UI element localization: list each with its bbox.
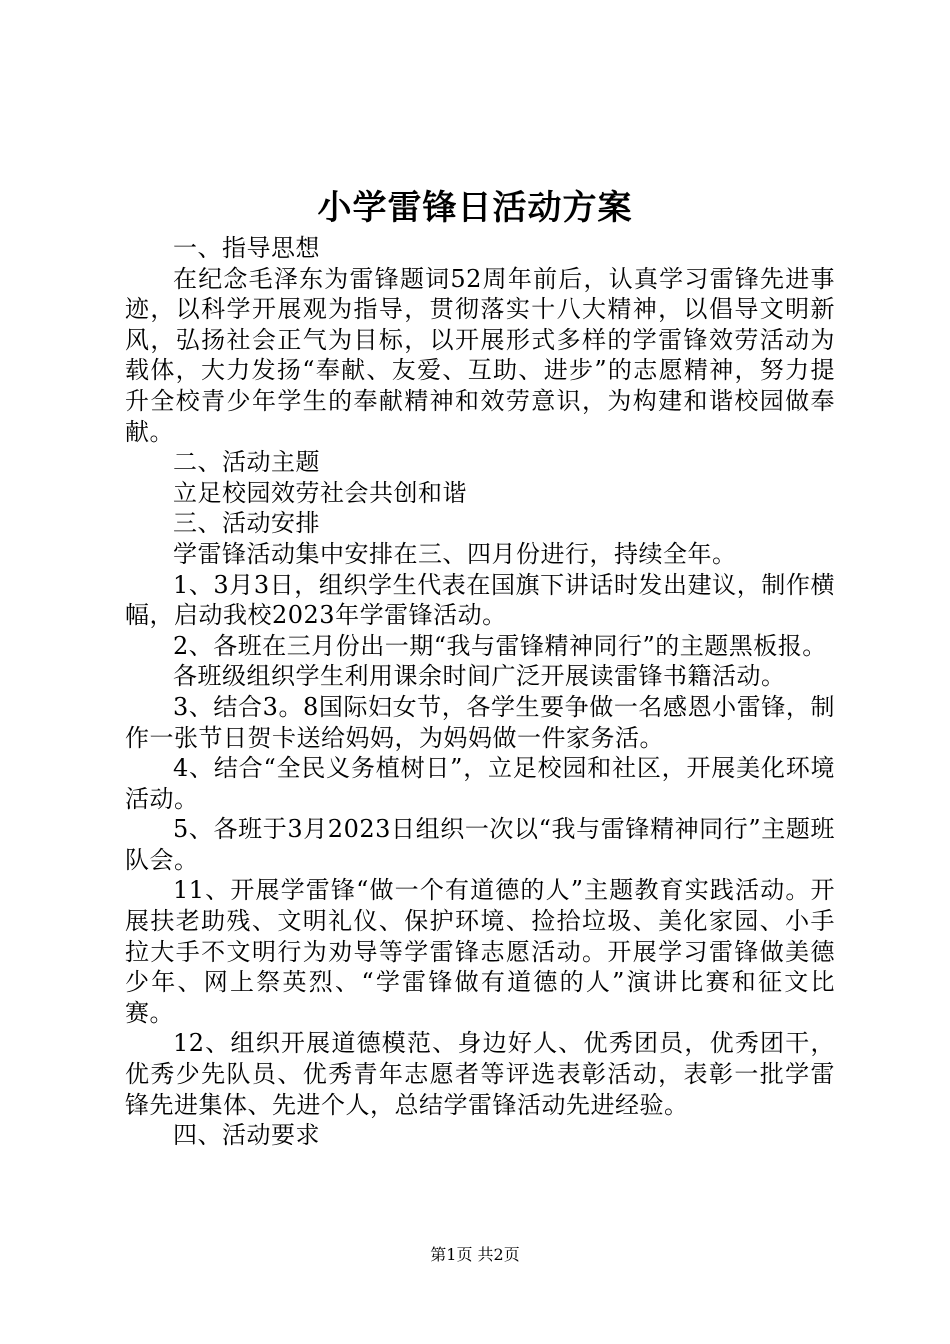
paragraph: 在纪念毛泽东为雷锋题词52周年前后，认真学习雷锋先进事迹，以科学开展观为指导，贯彻落实十八大精神，以倡导文明新风，弘扬社会正气为目标，以开展形式多样的学雷锋效劳活动为载体，大力发扬“奉献、友爱、互助、进步”的志愿精神，努力提升全校青少年学生的奉献精神和效劳意识，为构建和谐校园做奉献。 [125, 264, 835, 446]
list-item: 3、结合3。8国际妇女节，各学生要争做一名感恩小雷锋，制作一张节日贺卡送给妈妈，为妈妈做一件家务活。 [125, 692, 835, 752]
paragraph: 立足校园效劳社会共创和谐 [173, 478, 467, 507]
section-heading-guiding-ideology: 一、指导思想 [173, 234, 320, 262]
page-footer: 第1页 共2页 [430, 1245, 520, 1264]
section-heading-activity-requirements: 四、活动要求 [173, 1121, 320, 1150]
section-heading-activity-arrangement: 三、活动安排 [173, 509, 320, 538]
list-item: 4、结合“全民义务植树日”，立足校园和社区，开展美化环境活动。 [125, 754, 835, 813]
list-item: 1、3月3日，组织学生代表在国旗下讲话时发出建议，制作横幅，启动我校2023年学雷锋活动。 [125, 570, 835, 630]
document-title: 小学雷锋日活动方案 [317, 188, 633, 228]
list-item: 2、各班在三月份出一期“我与雷锋精神同行”的主题黑板报。 [173, 631, 827, 660]
paragraph: 各班级组织学生利用课余时间广泛开展读雷锋书籍活动。 [173, 662, 786, 691]
list-item: 11、开展学雷锋“做一个有道德的人”主题教育实践活动。开展扶老助残、文明礼仪、保护环境、捡拾垃圾、美化家园、小手拉大手不文明行为劝导等学雷锋志愿活动。开展学习雷锋做美德少年、网上祭英烈、“学雷锋做有道德的人”演讲比赛和征文比赛。 [125, 876, 835, 1027]
paragraph: 学雷锋活动集中安排在三、四月份进行，持续全年。 [173, 539, 737, 568]
list-item: 5、各班于3月2023日组织一次以“我与雷锋精神同行”主题班队会。 [125, 815, 835, 874]
list-item: 12、组织开展道德模范、身边好人、优秀团员，优秀团干，优秀少先队员、优秀青年志愿者等评选表彰活动，表彰一批学雷锋先进集体、先进个人，总结学雷锋活动先进经验。 [125, 1029, 835, 1119]
section-heading-activity-theme: 二、活动主题 [173, 448, 320, 477]
document-body [125, 233, 835, 1151]
